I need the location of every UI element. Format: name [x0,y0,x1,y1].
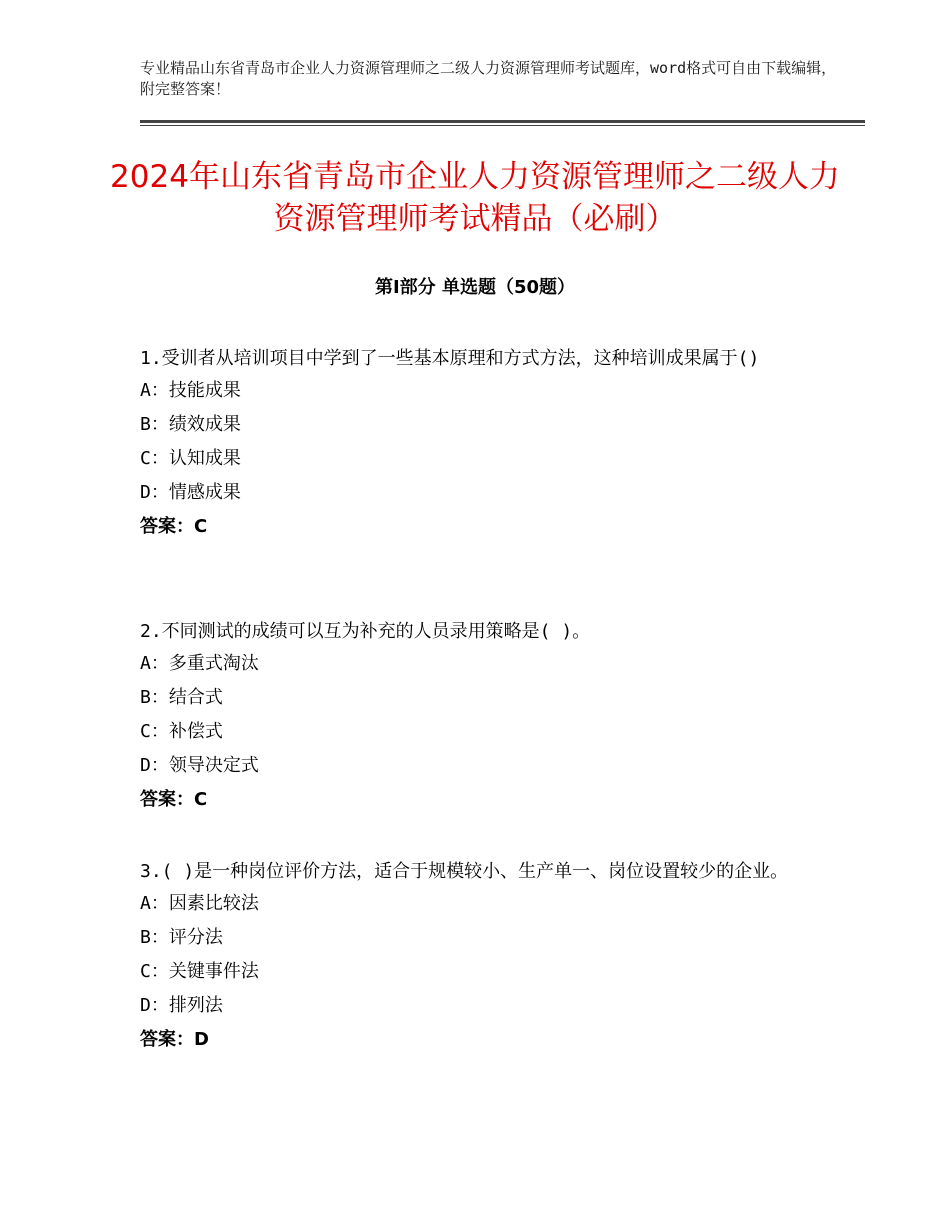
document-title: 2024年山东省青岛市企业人力资源管理师之二级人力资源管理师考试精品（必刷） [110,159,840,237]
question-1 [140,343,810,544]
option-b: B：绩效成果 [140,414,241,435]
option-a: A：多重式淘汰 [140,653,259,674]
section-heading: 第Ⅰ部分 单选题（50题） [374,277,575,298]
question-3 [140,856,810,1057]
option-d: D：排列法 [140,995,223,1016]
option-a: A：因素比较法 [140,893,259,914]
question-stem: 3.( )是一种岗位评价方法，适合于规模较小、生产单一、岗位设置较少的企业。 [140,861,789,882]
header-divider-thick [140,120,865,123]
option-b: B：评分法 [140,927,223,948]
answer-line: 答案：C [140,516,208,537]
question-stem: 2.不同测试的成绩可以互为补充的人员录用策略是( )。 [140,621,591,642]
option-c: C：补偿式 [140,721,223,742]
question-2 [140,616,810,817]
option-c: C：关键事件法 [140,961,259,982]
header-divider-thin [140,125,865,126]
header-note: 专业精品山东省青岛市企业人力资源管理师之二级人力资源管理师考试题库，word格式可自由下载编辑，附完整答案！ [140,59,837,98]
answer-line: 答案：C [140,789,208,810]
question-stem: 1.受训者从培训项目中学到了一些基本原理和方式方法，这种培训成果属于() [140,348,760,369]
option-a: A：技能成果 [140,380,241,401]
option-d: D：情感成果 [140,482,241,503]
option-b: B：结合式 [140,687,223,708]
option-c: C：认知成果 [140,448,241,469]
option-d: D：领导决定式 [140,755,259,776]
answer-line: 答案：D [140,1029,209,1050]
